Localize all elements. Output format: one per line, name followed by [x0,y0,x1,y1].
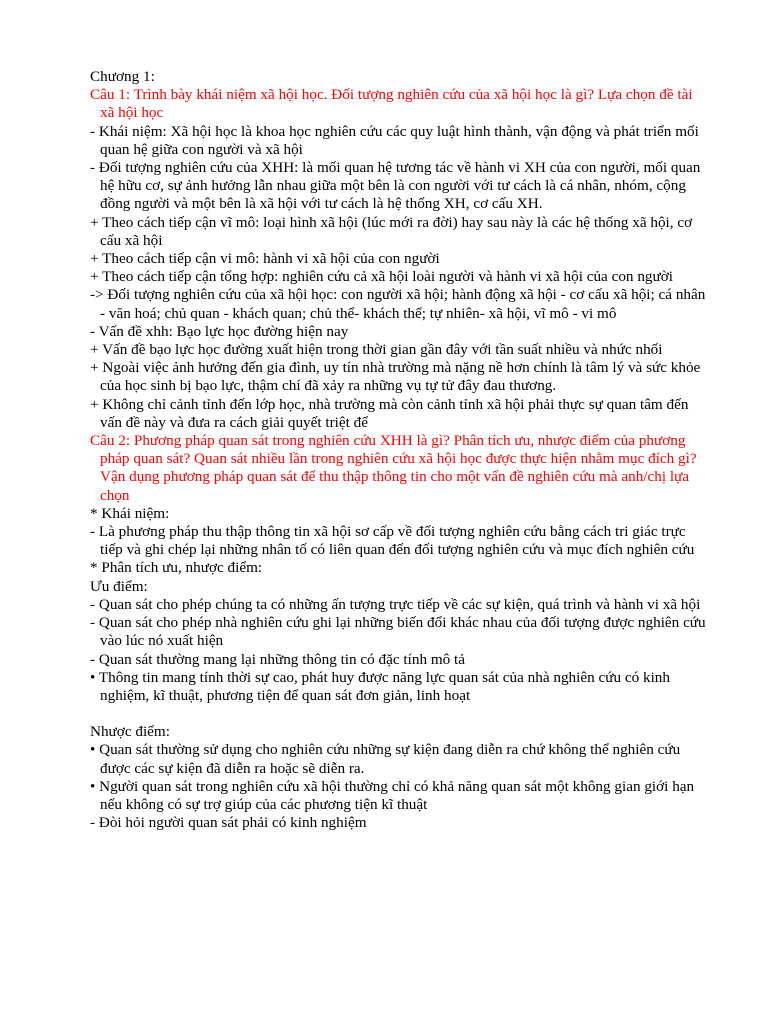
paragraph: -> Đối tượng nghiên cứu của xã hội học: con người xã hội; hành động xã hội - cơ cấu xã hội; cá nhân - văn hoá; chủ quan - khách quan; chủ thể- khách thể; tự nhiên- xã hội, vĩ mô - vi mô [90,286,706,322]
chapter-heading: Chương 1: [90,68,155,85]
paragraph: • Thông tin mang tính thời sự cao, phát huy được năng lực quan sát của nhà nghiên cứu có kinh nghiệm, kĩ thuật, phương tiện để quan sát đơn giản, linh hoạt [90,668,670,704]
paragraph: + Theo cách tiếp cận vi mô: hành vi xã hội của con người [90,250,440,268]
paragraph: - Vấn đề xhh: Bạo lực học đường hiện nay [90,322,349,340]
paragraph: * Phân tích ưu, nhược điểm: [90,559,263,577]
paragraph: • Người quan sát trong nghiên cứu xã hội thường chỉ có khả năng quan sát một không gian giới hạn nếu không có sự trợ giúp của các phương tiện kĩ thuật [90,777,695,813]
paragraph: - Quan sát thường mang lại những thông tin có đặc tính mô tả [90,650,466,668]
paragraph: + Vấn đề bạo lực học đường xuất hiện trong thời gian gần đây với tần suất nhiều và nhức nhối [90,341,663,359]
paragraph: - Quan sát cho phép chúng ta có những ấn tượng trực tiếp về các sự kiện, quá trình và hành vi xã hội [90,595,701,613]
paragraph: + Không chỉ cảnh tỉnh đến lớp học, nhà trường mà còn cảnh tỉnh xã hội phải thực sự quan tâm đến vấn đề này và đưa ra cách giải quyết triệt để [90,395,689,431]
question-1-heading: Câu 1: Trình bày khái niệm xã hội học. Đối tượng nghiên cứu của xã hội học là gì? Lựa chọn đề tài xã hội học [90,86,693,122]
paragraph: - Đối tượng nghiên cứu của XHH: là mối quan hệ tương tác về hành vi XH của con người, mối quan hệ hữu cơ, sự ảnh hưởng lẫn nhau giữa một bên là con người với tư cách là cá nhân, nhóm, cộng đồng người và một bên là xã hội với tư cách là hệ thống XH, cơ cấu XH. [90,159,701,213]
paragraph: * Khái niệm: [90,504,170,522]
question-2-heading: Câu 2: Phương pháp quan sát trong nghiên cứu XHH là gì? Phân tích ưu, nhược điểm của phương pháp quan sát? Quan sát nhiều lần trong nghiên cứu xã hội học được thực hiện nhằm mục đích gì? Vận dụng phương pháp quan sát để thu thập thông tin cho một vấn đề nghiên cứu mà anh/chị lựa chọn [90,432,697,504]
paragraph: + Theo cách tiếp cận tổng hợp: nghiên cứu cả xã hội loài người và hành vi xã hội của con người [90,268,673,286]
paragraph: - Khái niệm: Xã hội học là khoa học nghiên cứu các quy luật hình thành, vận động và phát triển mối quan hệ giữa con người và xã hội [90,122,699,158]
advantages-heading: Ưu điểm: [90,577,148,595]
paragraph: + Theo cách tiếp cận vĩ mô: loại hình xã hội (lúc mới ra đời) hay sau này là các hệ thống xã hội, cơ cấu xã hội [90,213,693,249]
paragraph: + Ngoài việc ảnh hưởng đến gia đình, uy tín nhà trường mà nặng nề hơn chính là tâm lý và sức khỏe của học sinh bị bạo lực, thậm chí đã xảy ra những vụ tự tử đây đau thương. [90,359,701,395]
blank-line [90,705,710,723]
paragraph: - Là phương pháp thu thập thông tin xã hội sơ cấp về đối tượng nghiên cứu bằng cách tri giác trực tiếp và ghi chép lại những nhân tố có liên quan đến đối tượng nghiên cứu và mục đích nghiên cứu [90,523,695,559]
disadvantages-heading: Nhược điểm: [90,723,170,741]
paragraph: - Đòi hỏi người quan sát phải có kinh nghiệm [90,814,367,832]
paragraph: • Quan sát thường sử dụng cho nghiên cứu những sự kiện đang diễn ra chứ không thể nghiên cứu được các sự kiện đã diễn ra hoặc sẽ diễn ra. [90,741,681,777]
paragraph: - Quan sát cho phép nhà nghiên cứu ghi lại những biến đổi khác nhau của đối tượng được nghiên cứu vào lúc nó xuất hiện [90,614,706,650]
